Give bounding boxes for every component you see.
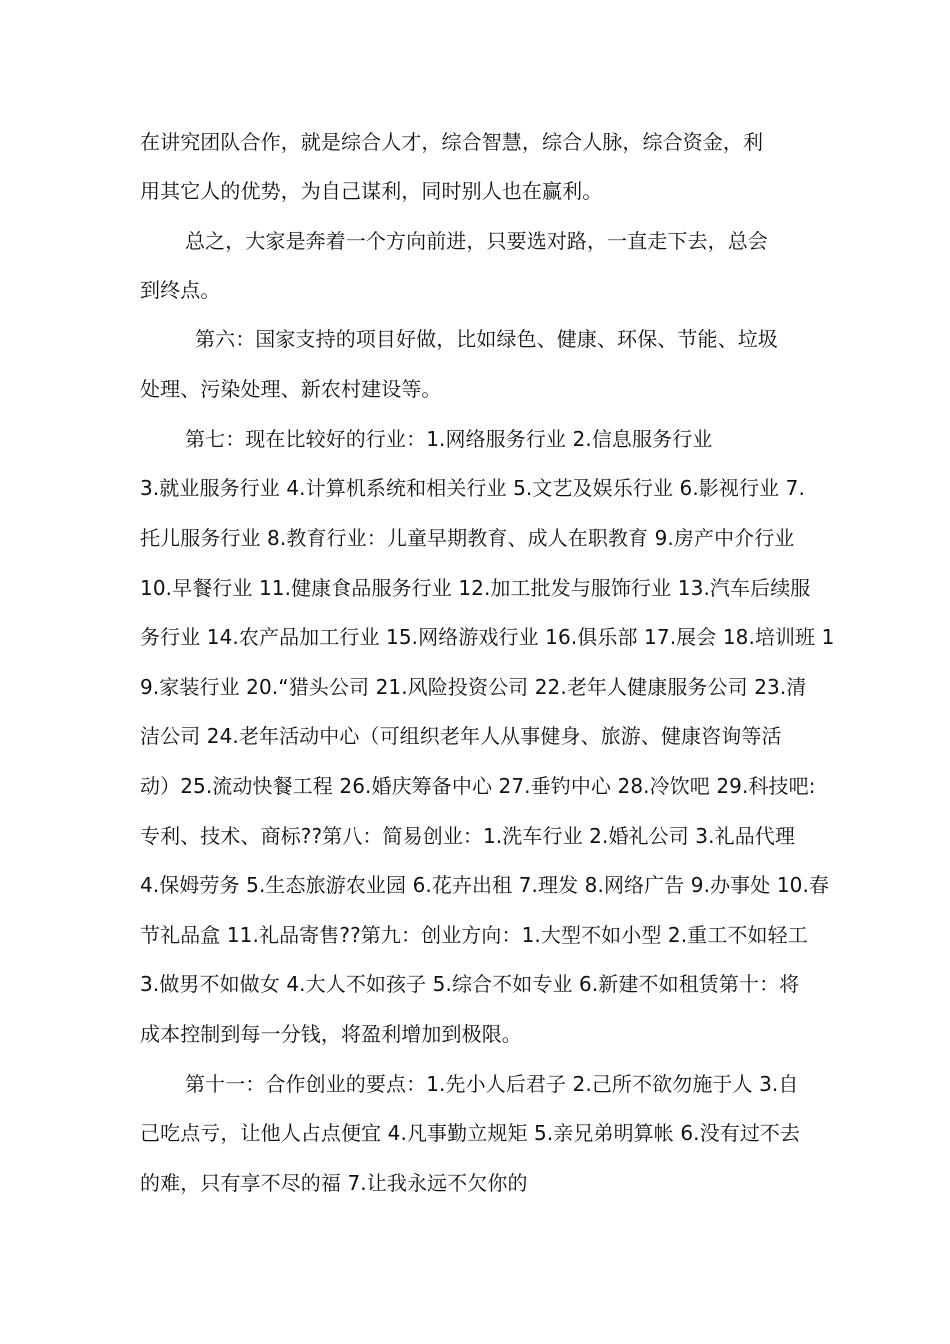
text-line: 的难，只有享不尽的福 7.让我永远不欠你的 bbox=[140, 1171, 528, 1195]
text-line: 第六：国家支持的项目好做，比如绿色、健康、环保、节能、垃圾 bbox=[195, 327, 778, 351]
text-line: 动）25.流动快餐工程 26.婚庆筹备中心 27.垂钓中心 28.冷饮吧 29.科技吧: bbox=[140, 774, 816, 798]
text-line: 到终点。 bbox=[140, 278, 221, 302]
text-line: 4.保姆劳务 5.生态旅游农业园 6.花卉出租 7.理发 8.网络广告 9.办事处 10.春 bbox=[140, 873, 830, 897]
text-line: 10.早餐行业 11.健康食品服务行业 12.加工批发与服饰行业 13.汽车后续服 bbox=[140, 576, 811, 600]
text-line: 专利、技术、商标??第八：简易创业：1.洗车行业 2.婚礼公司 3.礼品代理 bbox=[140, 824, 795, 848]
text-line: 3.就业服务行业 4.计算机系统和相关行业 5.文艺及娱乐行业 6.影视行业 7. bbox=[140, 476, 805, 500]
text-line: 处理、污染处理、新农村建设等。 bbox=[140, 377, 442, 401]
text-line: 总之，大家是奔着一个方向前进，只要选对路，一直走下去，总会 bbox=[185, 229, 768, 253]
text-line: 务行业 14.农产品加工行业 15.网络游戏行业 16.俱乐部 17.展会 18.培训班 1 bbox=[140, 625, 835, 649]
text-line: 3.做男不如做女 4.大人不如孩子 5.综合不如专业 6.新建不如租赁第十：将 bbox=[140, 972, 800, 996]
text-line: 成本控制到每一分钱，将盈利增加到极限。 bbox=[140, 1022, 522, 1046]
text-line: 第七：现在比较好的行业：1.网络服务行业 2.信息服务行业 bbox=[185, 427, 713, 451]
text-line: 9.家装行业 20.“猎头公司 21.风险投资公司 22.老年人健康服务公司 23.清 bbox=[140, 675, 807, 699]
text-line: 第十一：合作创业的要点：1.先小人后君子 2.己所不欲勿施于人 3.自 bbox=[185, 1072, 799, 1096]
text-line: 在讲究团队合作，就是综合人才，综合智慧，综合人脉，综合资金，利 bbox=[140, 130, 764, 154]
text-line: 己吃点亏，让他人占点便宜 4.凡事勤立规矩 5.亲兄弟明算帐 6.没有过不去 bbox=[140, 1121, 801, 1145]
text-line: 洁公司 24.老年活动中心（可组织老年人从事健身、旅游、健康咨询等活 bbox=[140, 724, 782, 748]
text-line: 用其它人的优势，为自己谋利，同时别人也在赢利。 bbox=[140, 179, 603, 203]
text-line: 托儿服务行业 8.教育行业：儿童早期教育、成人在职教育 9.房产中介行业 bbox=[140, 526, 795, 550]
text-line: 节礼品盒 11.礼品寄售??第九：创业方向：1.大型不如小型 2.重工不如轻工 bbox=[140, 923, 808, 947]
